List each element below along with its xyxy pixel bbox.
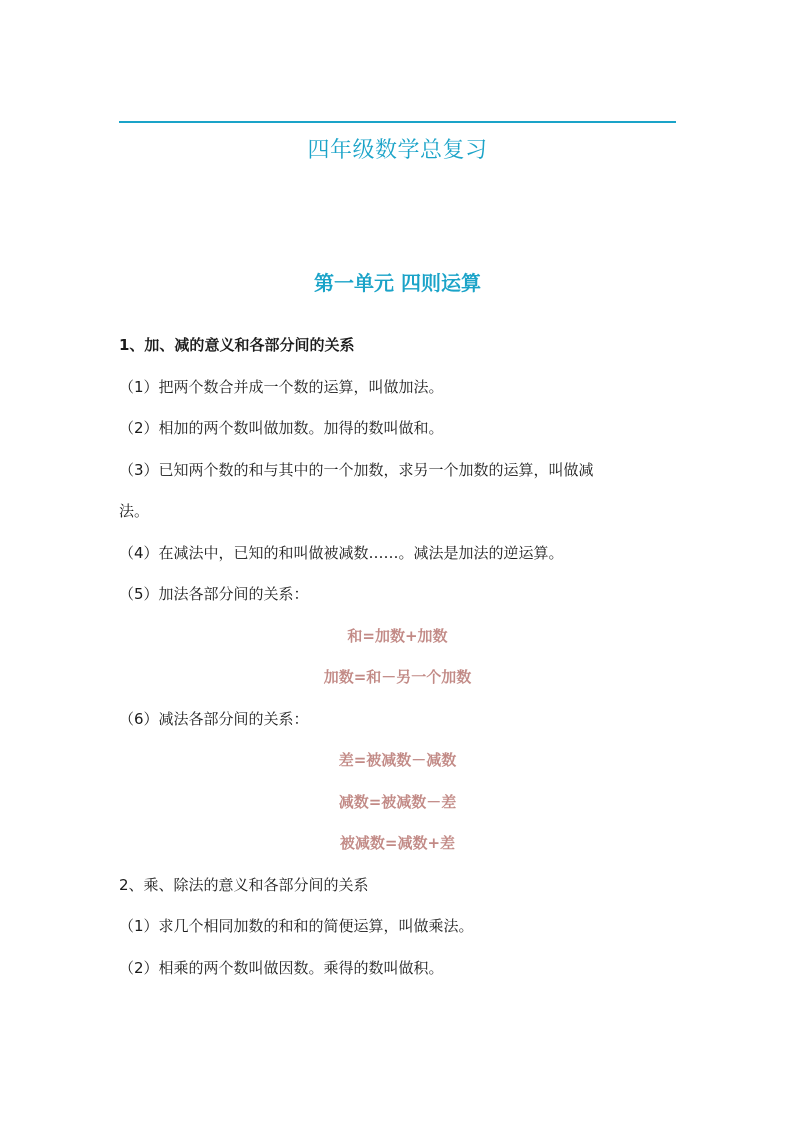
document-title: 四年级数学总复习 — [307, 138, 488, 163]
paragraph-item: （1）把两个数合并成一个数的运算，叫做加法。 — [119, 377, 444, 396]
formula-line: 加数=和－另一个加数 — [323, 668, 472, 686]
header-rule — [119, 121, 676, 123]
formula-line: 差=被减数－减数 — [338, 751, 457, 769]
unit-title: 第一单元 四则运算 — [314, 271, 481, 295]
section-heading-addition-subtraction: 1、加、减的意义和各部分间的关系 — [119, 336, 355, 354]
section-heading-multiplication-division: 2、乘、除法的意义和各部分间的关系 — [119, 875, 369, 894]
formula-line: 和=加数+加数 — [347, 626, 448, 645]
formula-line: 减数=被减数－差 — [338, 792, 457, 811]
paragraph-item: （1）求几个相同加数的和和的简便运算，叫做乘法。 — [119, 917, 474, 935]
paragraph-item: （4）在减法中，已知的和叫做被减数……。减法是加法的逆运算。 — [119, 543, 564, 562]
paragraph-item: （2）相乘的两个数叫做因数。乘得的数叫做积。 — [119, 958, 444, 977]
formula-line: 被减数=减数+差 — [339, 834, 456, 852]
paragraph-item: （5）加法各部分间的关系： — [119, 585, 309, 603]
document-body — [119, 325, 676, 989]
paragraph-item-continued: 法。 — [119, 502, 150, 520]
paragraph-item: （2）相加的两个数叫做加数。加得的数叫做和。 — [119, 419, 444, 437]
paragraph-item: （6）减法各部分间的关系： — [119, 709, 309, 728]
paragraph-item: （3）已知两个数的和与其中的一个加数，求另一个加数的运算，叫做减 — [119, 460, 594, 479]
